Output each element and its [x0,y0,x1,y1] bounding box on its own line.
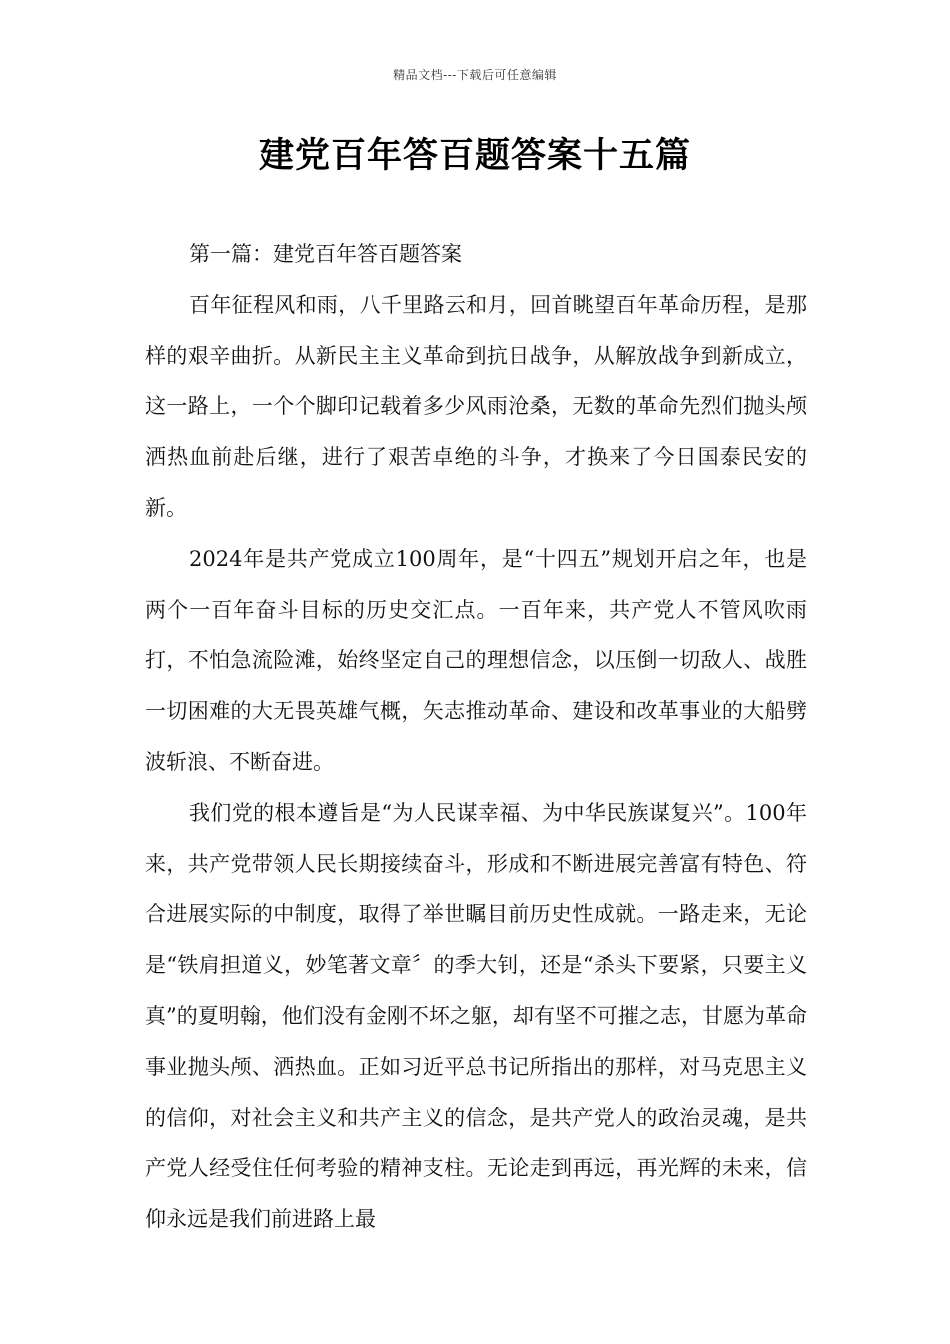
paragraph: 2024年是共产党成立100周年，是“十四五”规划开启之年，也是两个一百年奋斗目标的历史交汇点。一百年来，共产党人不管风吹雨打，不怕急流险滩，始终坚定自己的理想信念，以压倒一切敌人、战胜一切困难的大无畏英雄气概，矢志推动革命、建设和改革事业的大船劈波斩浪、不断奋进。 [145,546,807,774]
document-title: 建党百年答百题答案十五篇 [258,135,691,176]
paragraph: 百年征程风和雨，八千里路云和月，回首眺望百年革命历程，是那样的艰辛曲折。从新民主主义革命到抗日战争，从解放战争到新成立，这一路上，一个个脚印记载着多少风雨沧桑，无数的革命先烈们抛头颅洒热血前赴后继，进行了艰苦卓绝的斗争，才换来了今日国泰民安的新。 [145,292,807,520]
paragraph: 我们党的根本遵旨是“为人民谋幸福、为中华民族谋复兴”。100年来，共产党带领人民长期接续奋斗，形成和不断进展完善富有特色、符合进展实际的中制度，取得了举世瞩目前历史性成就。一路走来，无论是“铁肩担道义，妙笔著文章〞的季大钊，还是“杀头下要紧，只要主义真”的夏明翰，他们没有金刚不坏之躯，却有坚不可摧之志，甘愿为革命事业抛头颅、洒热血。正如习近平总书记所指出的那样，对马克思主义的信仰，对社会主义和共产主义的信念，是共产党人的政治灵魂，是共产党人经受住任何考验的精神支柱。无论走到再远，再光辉的未来，信仰永远是我们前进路上最 [145,800,807,1232]
document-body [145,229,807,1245]
section-heading: 第一篇：建党百年答百题答案 [189,242,462,266]
header-note: 精品文档---下载后可任意编辑 [393,68,557,82]
